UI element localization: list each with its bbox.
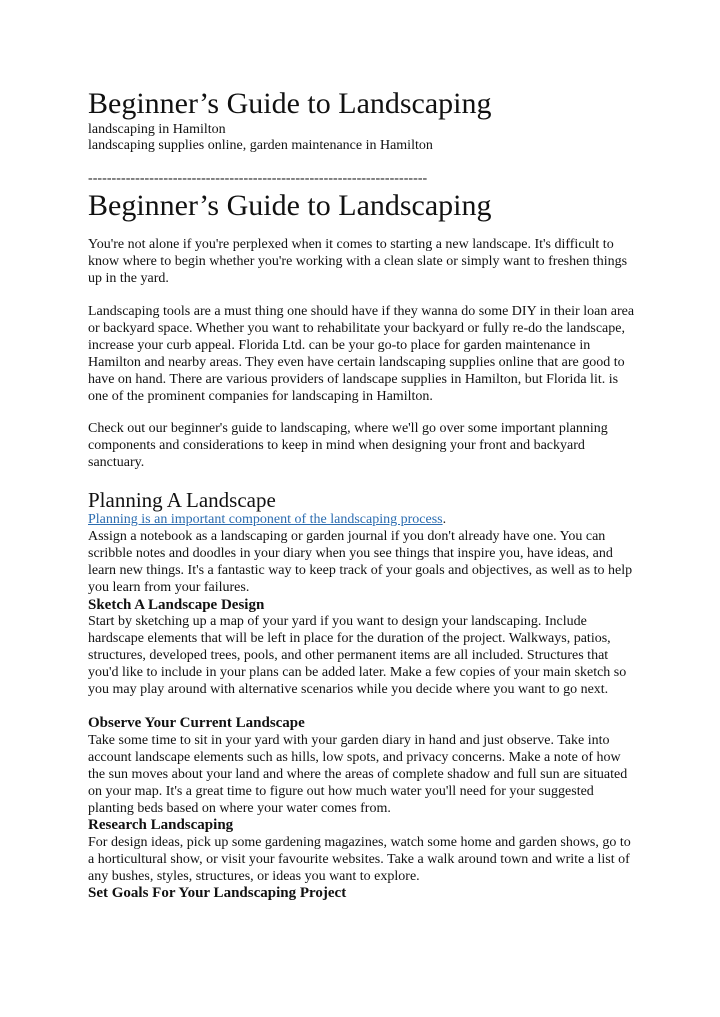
section-text-sketch: Start by sketching up a map of your yard if you want to design your landscaping. Include hardscape elements that will be left in place for the duration of the project. Walkways, patios, structures, developed trees, pools, and other permanent items are all included. Structures that you'd like to include in your plans can be added later. Make a few copies of your main sketch so you may play around with alternative scenarios while you decide where you want to go next.	[88, 614, 627, 697]
planning-paragraph	[88, 512, 638, 597]
intro-paragraph-2: Landscaping tools are a must thing one should have if they wanna do some DIY in their loan area or backyard space. Whether you want to rehabilitate your backyard or fully re-do the landscape, increase your curb appeal. Florida Ltd. can be your go-to place for garden maintenance in Hamilton and nearby areas. They even have certain landscaping supplies online that are good to have on hand. There are various providers of landscape supplies in Hamilton, but Florida lit. is one of the prominent companies for landscaping in Hamilton.	[88, 304, 635, 404]
document-title: Beginner’s Guide to Landscaping	[88, 87, 492, 120]
planning-link[interactable]: Planning is an important component of the landscaping process	[88, 512, 443, 527]
section-heading-research: Research Landscaping	[88, 817, 234, 833]
keyword-line-1: landscaping in Hamilton	[88, 122, 226, 137]
keyword-line-2: landscaping supplies online, garden maintenance in Hamilton	[88, 138, 433, 153]
planning-text: Assign a notebook as a landscaping or garden journal if you don't already have one. You can scribble notes and doodles in your diary when you see things that inspire you, have ideas, and learn new things. It's a fantastic way to keep track of your goals and objectives, as well as to help you learn from your failures.	[88, 528, 633, 595]
section-heading-goals: Set Goals For Your Landscaping Project	[88, 885, 347, 901]
planning-heading: Planning A Landscape	[88, 488, 276, 512]
dashed-divider: ------------------------------------------------------------------------	[88, 171, 428, 186]
section-text-research: For design ideas, pick up some gardening magazines, watch some home and garden shows, go to a horticultural show, or visit your favourite websites. Take a walk around town and write a list of any bushes, styles, structures, or ideas you want to explore.	[88, 835, 631, 884]
section-heading-sketch: Sketch A Landscape Design	[88, 597, 265, 613]
intro-paragraph-1: You're not alone if you're perplexed when it comes to starting a new landscape. It's difficult to know where to begin whether you're working with a clean slate or simply want to freshen things up in the yard.	[88, 237, 628, 286]
section-heading-observe: Observe Your Current Landscape	[88, 715, 305, 731]
intro-paragraph-3: Check out our beginner's guide to landscaping, where we'll go over some important planning components and considerations to keep in mind when designing your front and backyard sanctuary.	[88, 421, 608, 470]
planning-link-suffix: .	[442, 512, 447, 527]
article-title: Beginner’s Guide to Landscaping	[88, 189, 492, 222]
section-text-observe: Take some time to sit in your yard with your garden diary in hand and just observe. Take into account landscape elements such as hills, low spots, and privacy concerns. Make a note of how the sun moves about your land and where the areas of complete shadow and full sun are situated on your map. It's a great time to figure out how much water you'll need for your suggested planting beds based on where your water comes from.	[88, 733, 628, 816]
